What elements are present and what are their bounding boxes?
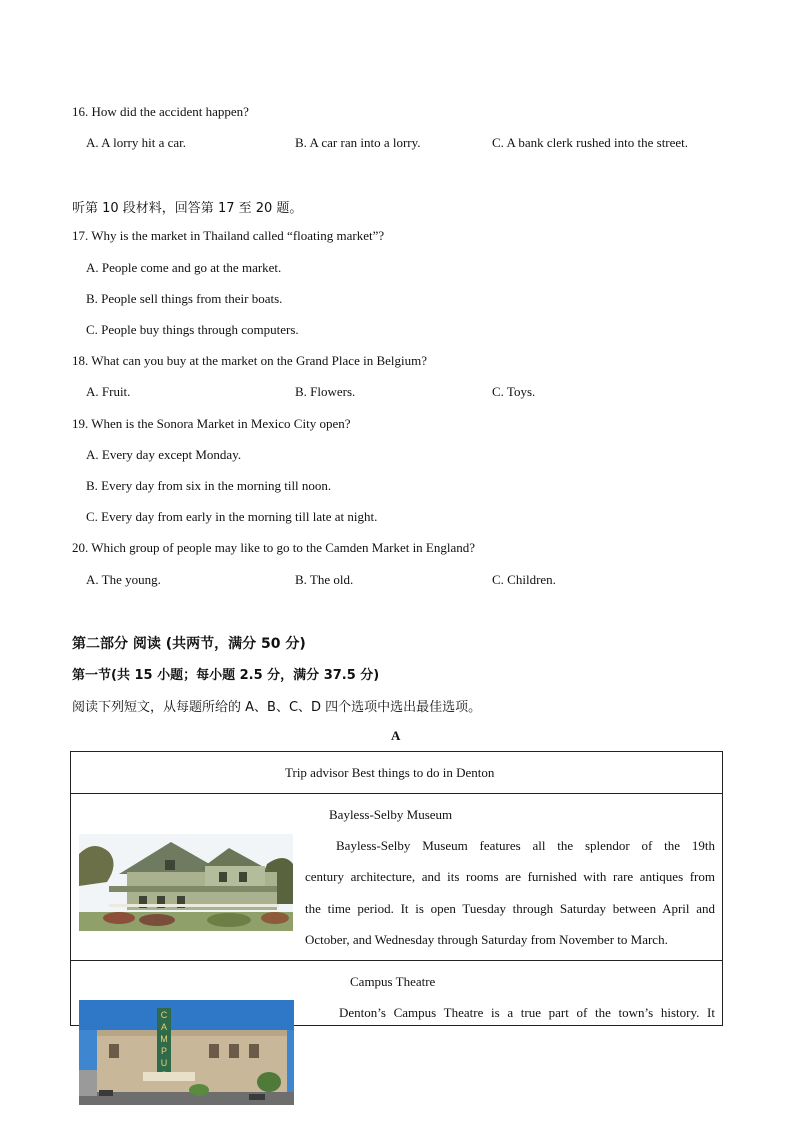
- table-divider-title: [70, 793, 723, 794]
- q19-option-b: B. Every day from six in the morning till noon.: [86, 478, 332, 493]
- part2-subheading: 第一节(共 15 小题；每小题 2.5 分，满分 37.5 分): [72, 668, 380, 683]
- q16-question: 16. How did the accident happen?: [72, 104, 249, 119]
- museum-line-1: Bayless-Selby Museum features all the splendor of the 19th: [336, 838, 715, 853]
- q18-option-a: A. Fruit.: [86, 384, 131, 399]
- sign-letter-c: C: [160, 1010, 168, 1020]
- theatre-photo: [79, 1000, 294, 1105]
- q20-option-c: C. Children.: [492, 572, 556, 587]
- q19-question: 19. When is the Sonora Market in Mexico City open?: [72, 416, 351, 431]
- sign-letter-p: P: [160, 1046, 168, 1056]
- q16-option-c: C. A bank clerk rushed into the street.: [492, 135, 689, 150]
- q20-option-b: B. The old.: [295, 572, 354, 587]
- sign-letter-a: A: [160, 1022, 168, 1032]
- museum-line-2: century architecture, and its rooms are furnished with rare antiques from: [305, 869, 715, 884]
- part2-instruction: 阅读下列短文，从每题所给的 A、B、C、D 四个选项中选出最佳选项。: [72, 700, 482, 715]
- sign-letter-u: U: [160, 1058, 168, 1068]
- q19-option-a: A. Every day except Monday.: [86, 447, 242, 462]
- museum-line-4: October, and Wednesday through Saturday from November to March.: [305, 932, 668, 947]
- museum-line-3: the time period. It is open Tuesday through Saturday between April and: [305, 901, 715, 916]
- q17-option-a: A. People come and go at the market.: [86, 260, 282, 275]
- table-title: Trip advisor Best things to do in Denton: [285, 765, 495, 780]
- passage-label: A: [391, 728, 401, 743]
- q18-option-b: B. Flowers.: [295, 384, 356, 399]
- q18-question: 18. What can you buy at the market on the Grand Place in Belgium?: [72, 353, 427, 368]
- sign-letter-m: M: [160, 1034, 168, 1044]
- q18-option-c: C. Toys.: [492, 384, 536, 399]
- section10-intro: 听第 10 段材料，回答第 17 至 20 题。: [72, 201, 303, 216]
- q20-option-a: A. The young.: [86, 572, 161, 587]
- part2-heading: 第二部分 阅读 (共两节，满分 50 分): [72, 636, 306, 652]
- theatre-line-1: Denton’s Campus Theatre is a true part of the town’s history. It: [339, 1005, 715, 1020]
- q16-option-a: A. A lorry hit a car.: [86, 135, 187, 150]
- theatre-name: Campus Theatre: [350, 974, 436, 989]
- q17-question: 17. Why is the market in Thailand called “floating market”?: [72, 228, 385, 243]
- q20-question: 20. Which group of people may like to go to the Camden Market in England?: [72, 540, 476, 555]
- table-divider-row: [70, 960, 723, 961]
- q16-option-b: B. A car ran into a lorry.: [295, 135, 421, 150]
- museum-photo: [79, 834, 293, 931]
- q19-option-c: C. Every day from early in the morning till late at night.: [86, 509, 378, 524]
- q17-option-b: B. People sell things from their boats.: [86, 291, 283, 306]
- q17-option-c: C. People buy things through computers.: [86, 322, 299, 337]
- museum-name: Bayless-Selby Museum: [329, 807, 453, 822]
